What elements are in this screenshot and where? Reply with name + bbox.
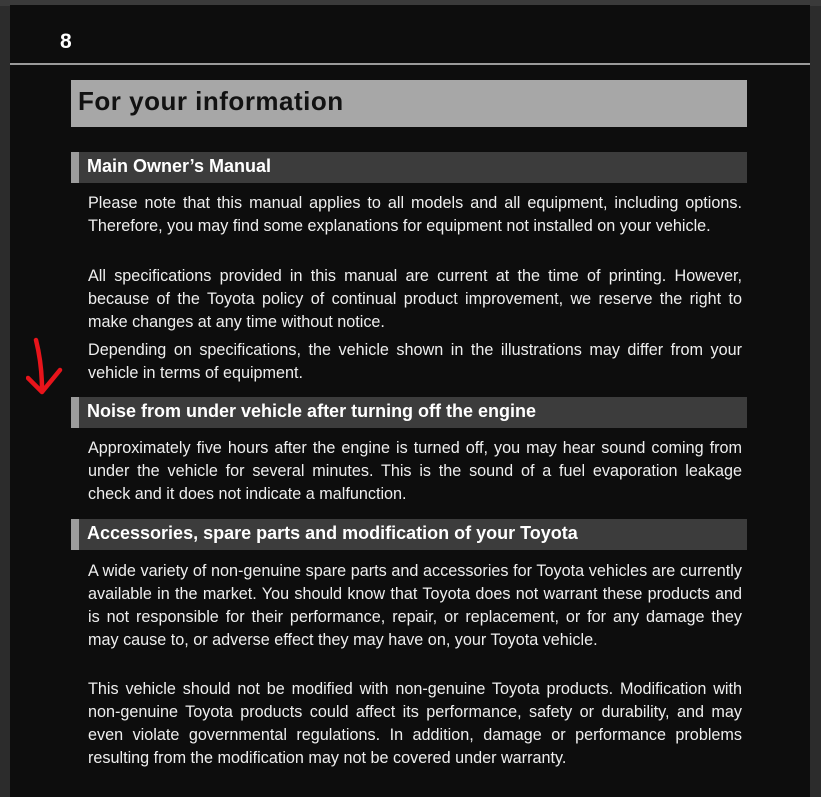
paragraph: A wide variety of non-genuine spare parts and accessories for Toyota vehicles are currently available in the market. You should know that Toyota does not warrant these products and is not responsible for their performance, repair, or replacement, or for any damage they may cause to, or adverse effect they may have on, your Toyota vehicle. bbox=[88, 562, 742, 649]
section-heading-noise bbox=[71, 397, 747, 428]
section-heading-accessories bbox=[71, 519, 747, 550]
paragraph: Please note that this manual applies to all models and all equipment, including options. Therefore, you may find some explanations for equipment not installed on your vehicle. bbox=[88, 194, 742, 235]
paragraph: This vehicle should not be modified with non-genuine Toyota products. Modification with non-genuine Toyota products could affect its performance, safety or durability, and may even violate governmental regulations. In addition, damage or performance problems resulting from the modification may not be covered under warranty. bbox=[88, 680, 742, 767]
paragraph: All specifications provided in this manual are current at the time of printing. However, because of the Toyota policy of continual product improvement, we reserve the right to make changes at any time without notice. bbox=[88, 267, 742, 331]
paragraph: Depending on specifications, the vehicle shown in the illustrations may differ from your vehicle in terms of equipment. bbox=[88, 341, 742, 382]
paragraph: Approximately five hours after the engine is turned off, you may hear sound coming from under the vehicle for several minutes. This is the sound of a fuel evaporation leakage check and it does not indicate a malfunction. bbox=[88, 439, 742, 503]
section-title: Main Owner’s Manual bbox=[87, 156, 272, 176]
page-title-bar bbox=[71, 80, 747, 127]
page-number: 8 bbox=[60, 30, 72, 53]
section-title: Accessories, spare parts and modification of your Toyota bbox=[87, 523, 578, 543]
arrow-shaft bbox=[36, 340, 42, 390]
page-title: For your information bbox=[78, 86, 344, 116]
section-title: Noise from under vehicle after turning off the engine bbox=[87, 401, 537, 421]
section-heading-main-owners-manual bbox=[71, 152, 747, 183]
header-rule bbox=[10, 63, 810, 65]
red-arrow-annotation-icon bbox=[26, 336, 66, 400]
manual-page bbox=[10, 5, 810, 797]
